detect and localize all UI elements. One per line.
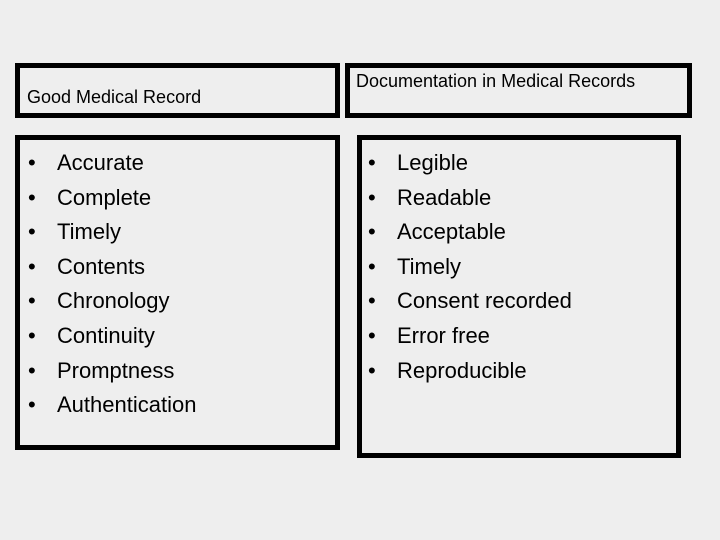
bullet-icon: • xyxy=(368,357,376,383)
list-item-text: Contents xyxy=(57,253,146,279)
bullet-icon: • xyxy=(28,357,36,383)
list-item-text: Timely xyxy=(397,253,461,279)
list-item xyxy=(368,284,572,319)
right-heading-box xyxy=(345,63,692,118)
bullet-icon: • xyxy=(368,219,376,245)
list-item xyxy=(368,215,572,250)
list-item xyxy=(28,181,196,216)
list-item xyxy=(28,250,196,285)
bullet-icon: • xyxy=(368,288,376,314)
list-item xyxy=(368,319,572,354)
bullet-icon: • xyxy=(368,253,376,279)
bullet-icon: • xyxy=(28,219,36,245)
bullet-icon: • xyxy=(28,288,36,314)
list-item-text: Authentication xyxy=(57,392,197,418)
bullet-icon: • xyxy=(368,184,376,210)
list-item-text: Readable xyxy=(397,184,492,210)
list-item-text: Acceptable xyxy=(397,219,506,245)
list-item xyxy=(368,250,572,285)
left-heading: Good Medical Record xyxy=(27,87,202,107)
bullet-icon: • xyxy=(368,322,376,348)
list-item xyxy=(28,388,196,423)
list-item xyxy=(28,146,196,181)
bullet-icon: • xyxy=(28,184,36,210)
left-heading-box xyxy=(15,63,340,118)
list-item xyxy=(28,215,196,250)
list-item-text: Legible xyxy=(397,150,468,175)
list-item-text: Chronology xyxy=(57,288,170,314)
list-item-text: Timely xyxy=(57,219,121,245)
list-item-text: Complete xyxy=(57,184,152,210)
left-list-box xyxy=(15,135,340,450)
list-item xyxy=(28,354,196,389)
left-bullet-list xyxy=(28,146,196,423)
bullet-icon: • xyxy=(28,253,36,279)
list-item-text: Promptness xyxy=(57,357,175,383)
list-item xyxy=(368,146,572,181)
list-item-text: Consent recorded xyxy=(397,288,572,314)
right-list-box xyxy=(357,135,681,458)
right-bullet-list xyxy=(368,146,572,388)
list-item xyxy=(28,284,196,319)
list-item xyxy=(368,181,572,216)
list-item xyxy=(28,319,196,354)
list-item-text: Error free xyxy=(397,322,490,348)
bullet-icon: • xyxy=(28,150,36,175)
bullet-icon: • xyxy=(368,150,376,175)
list-item-text: Reproducible xyxy=(397,357,527,383)
list-item-text: Accurate xyxy=(57,150,144,175)
bullet-icon: • xyxy=(28,392,36,418)
list-item xyxy=(368,354,572,389)
list-item-text: Continuity xyxy=(57,322,155,348)
right-heading: Documentation in Medical Records xyxy=(356,71,636,91)
bullet-icon: • xyxy=(28,322,36,348)
